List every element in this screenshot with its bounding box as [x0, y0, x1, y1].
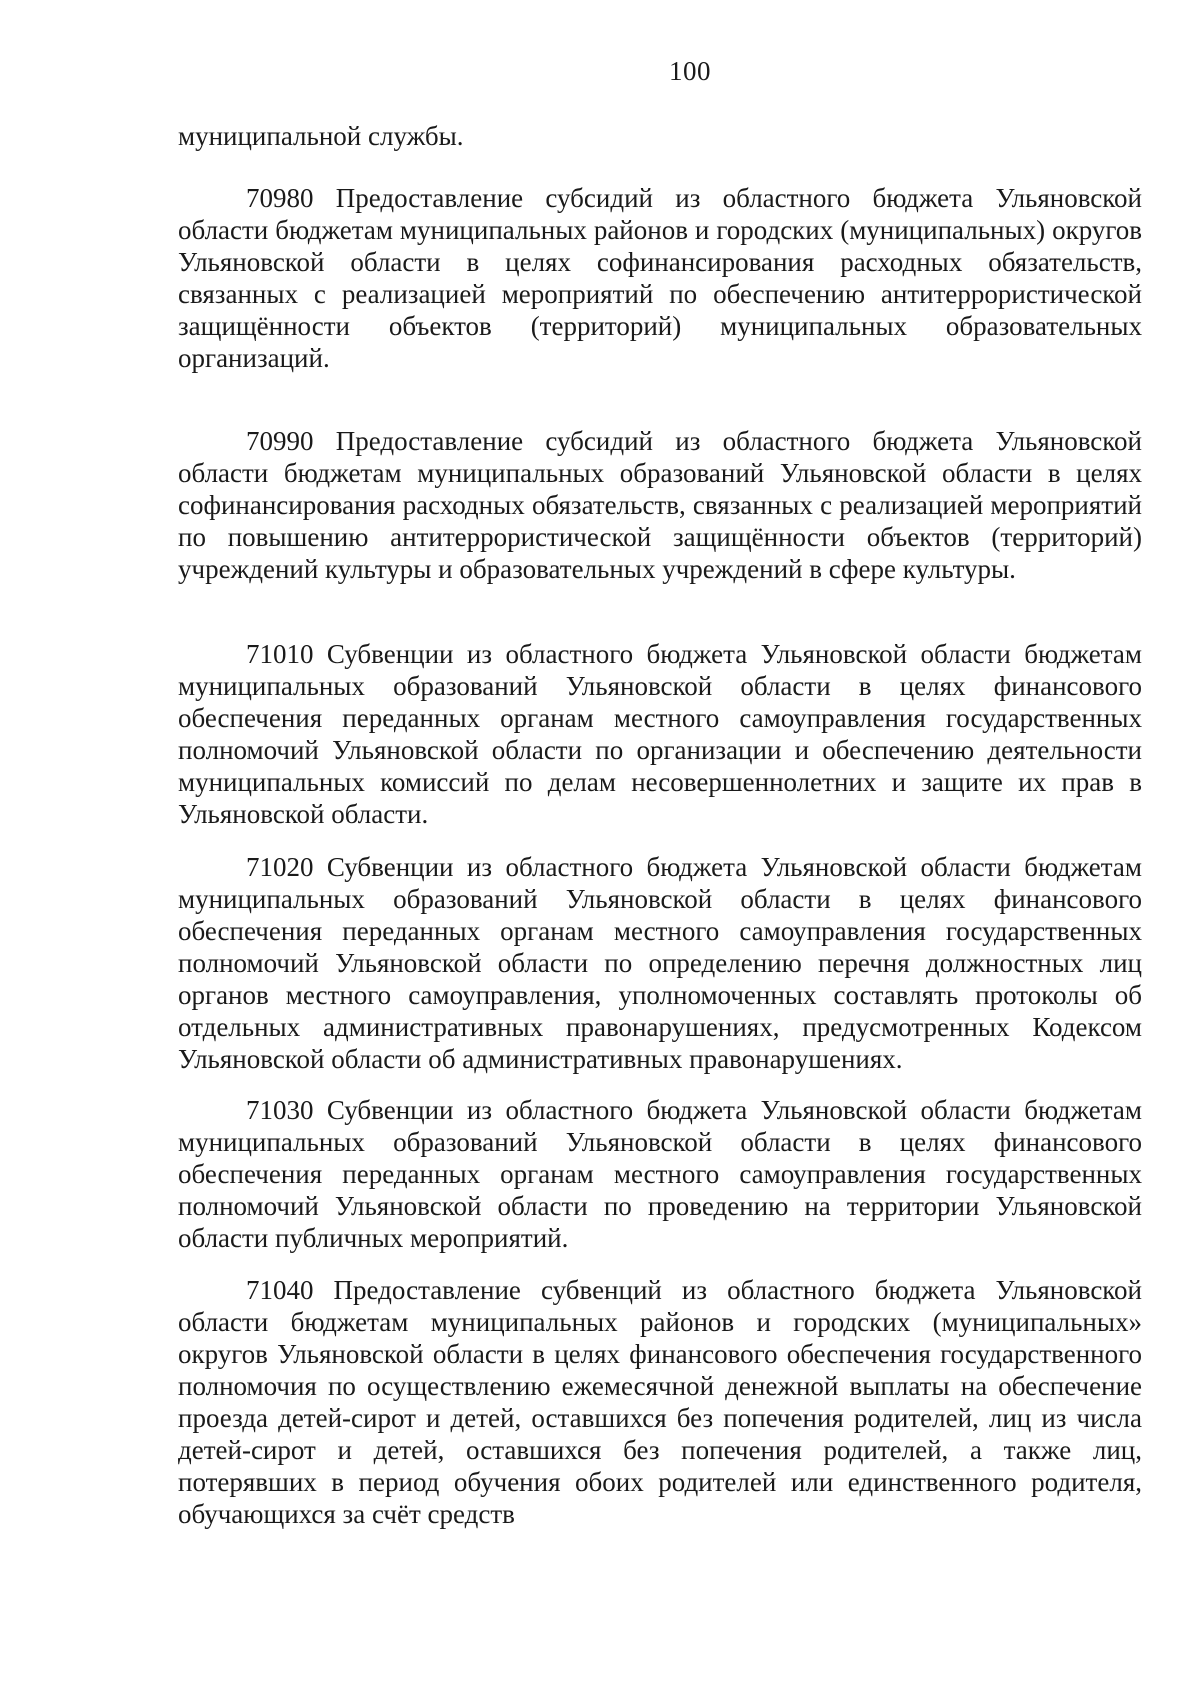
- paragraph-70980: 70980 Предоставление субсидий из областного бюджета Ульяновской области бюджетам муниципальных районов и городских (муниципальных) округов Ульяновской области в целях софинансирования расходных обязательств, связанных с реализацией мероприятий по обеспечению антитеррористической защищённости объектов (территорий) муниципальных образовательных организаций.: [178, 183, 1142, 373]
- page-number: 100: [669, 56, 711, 86]
- continuation-line: муниципальной службы.: [178, 121, 464, 151]
- paragraph-71020: 71020 Субвенции из областного бюджета Ульяновской области бюджетам муниципальных образований Ульяновской области в целях финансового обеспечения переданных органам местного самоуправления государственных полномочий Ульяновской области по определению перечня должностных лиц органов местного самоуправления, уполномоченных составлять протоколы об отдельных административных правонарушениях, предусмотренных Кодексом Ульяновской области об административных правонарушениях.: [178, 852, 1142, 1074]
- paragraph-70990: 70990 Предоставление субсидий из областного бюджета Ульяновской области бюджетам муниципальных образований Ульяновской области в целях софинансирования расходных обязательств, связанных с реализацией мероприятий по повышению антитеррористической защищённости объектов (территорий) учреждений культуры и образовательных учреждений в сфере культуры.: [178, 426, 1142, 584]
- paragraph-71030: 71030 Субвенции из областного бюджета Ульяновской области бюджетам муниципальных образований Ульяновской области в целях финансового обеспечения переданных органам местного самоуправления государственных полномочий Ульяновской области по проведению на территории Ульяновской области публичных мероприятий.: [178, 1095, 1142, 1253]
- paragraph-71040: 71040 Предоставление субвенций из областного бюджета Ульяновской области бюджетам муниципальных районов и городских (муниципальных» округов Ульяновской области в целях финансового обеспечения государственного полномочия по осуществлению ежемесячной денежной выплаты на обеспечение проезда детей-сирот и детей, оставшихся без попечения родителей, лиц из числа детей-сирот и детей, оставшихся без попечения родителей, а также лиц, потерявших в период обучения обоих родителей или единственного родителя, обучающихся за счёт средств: [178, 1275, 1142, 1529]
- paragraph-71010: 71010 Субвенции из областного бюджета Ульяновской области бюджетам муниципальных образований Ульяновской области в целях финансового обеспечения переданных органам местного самоуправления государственных полномочий Ульяновской области по организации и обеспечению деятельности муниципальных комиссий по делам несовершеннолетних и защите их прав в Ульяновской области.: [178, 639, 1142, 829]
